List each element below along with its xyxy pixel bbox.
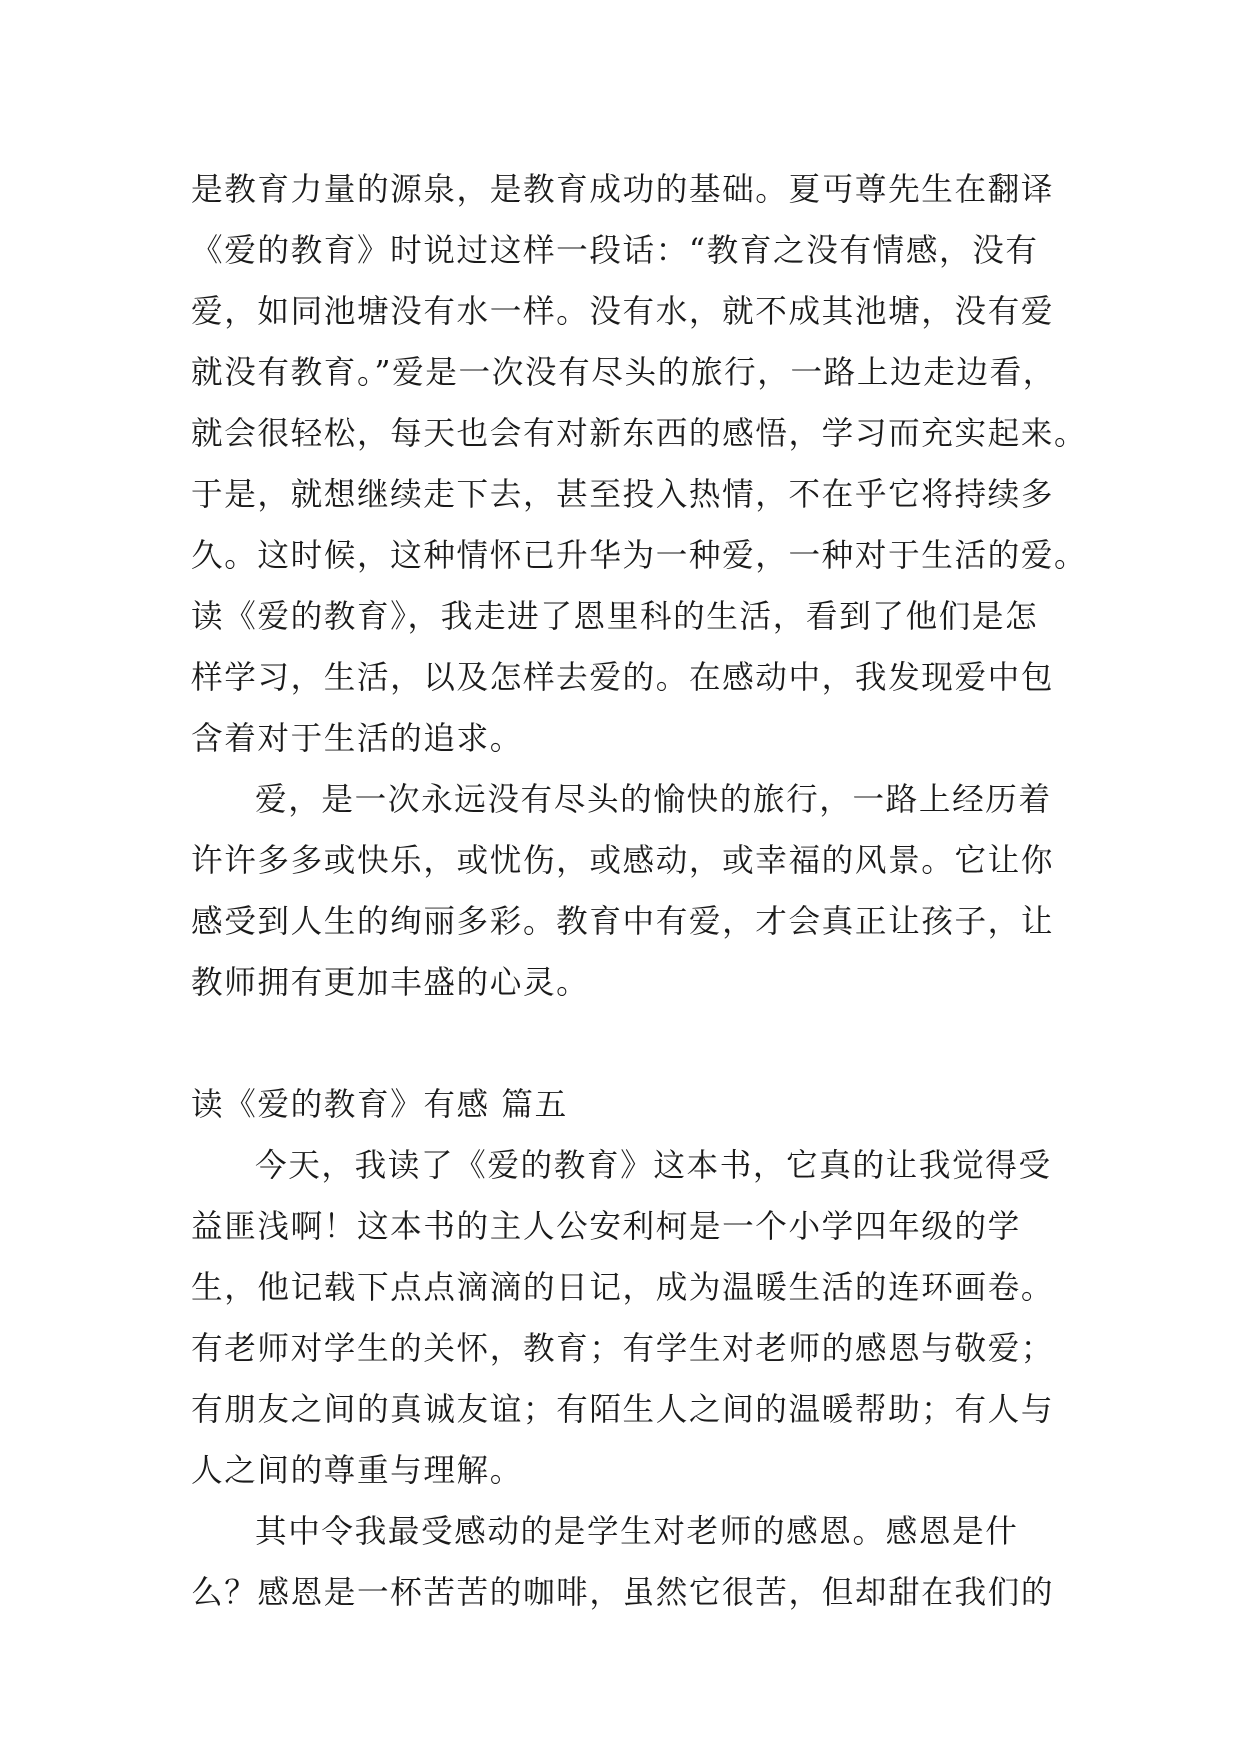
- paragraph-line: 是教育力量的源泉，是教育成功的基础。夏丏尊先生在翻译: [191, 172, 1055, 208]
- paragraph-line: 生，他记载下点点滴滴的日记，成为温暖生活的连环画卷。: [191, 1270, 1055, 1306]
- paragraph-line: 感受到人生的绚丽多彩。教育中有爱，才会真正让孩子，让: [191, 904, 1055, 940]
- paragraph-2: [191, 770, 1055, 1014]
- paragraph-line: 有朋友之间的真诚友谊；有陌生人之间的温暖帮助；有人与: [191, 1392, 1055, 1428]
- paragraph-line: 益匪浅啊！这本书的主人公安利柯是一个小学四年级的学: [191, 1209, 1021, 1245]
- paragraph-line: 久。这时候，这种情怀已升华为一种爱，一种对于生活的爱。: [191, 538, 1088, 574]
- paragraph-line: 就会很轻松，每天也会有对新东西的感悟，学习而充实起来。: [191, 416, 1088, 452]
- paragraph-line: 《爱的教育》时说过这样一段话：“教育之没有情感，没有: [191, 233, 1039, 269]
- paragraph-3: [191, 1136, 1055, 1502]
- section-spacer: [191, 1014, 1051, 1075]
- paragraph-line: 么？感恩是一杯苦苦的咖啡，虽然它很苦，但却甜在我们的: [191, 1575, 1055, 1611]
- paragraph-4: [191, 1502, 1055, 1624]
- paragraph-line: 含着对于生活的追求。: [191, 721, 523, 757]
- paragraph-line: 人之间的尊重与理解。: [191, 1453, 523, 1489]
- paragraph-line: 爱，如同池塘没有水一样。没有水，就不成其池塘，没有爱: [191, 294, 1055, 330]
- paragraph-line: 读《爱的教育》，我走进了恩里科的生活，看到了他们是怎: [191, 599, 1039, 635]
- paragraph-line: 就没有教育。”爱是一次没有尽头的旅行，一路上边走边看，: [191, 355, 1056, 391]
- paragraph-line: 爱，是一次永远没有尽头的愉快的旅行，一路上经历着: [255, 782, 1052, 818]
- paragraph-1: [191, 160, 1088, 770]
- paragraph-line: 样学习，生活，以及怎样去爱的。在感动中，我发现爱中包: [191, 660, 1055, 696]
- paragraph-line: 其中令我最受感动的是学生对老师的感恩。感恩是什: [255, 1514, 1019, 1550]
- paragraph-line: 于是，就想继续走下去，甚至投入热情，不在乎它将持续多: [191, 477, 1055, 513]
- paragraph-line: 教师拥有更加丰盛的心灵。: [191, 965, 590, 1001]
- paragraph-line: 许许多多或快乐，或忧伤，或感动，或幸福的风景。它让你: [191, 843, 1055, 879]
- paragraph-line: 有老师对学生的关怀，教育；有学生对老师的感恩与敬爱；: [191, 1331, 1055, 1367]
- document-body: [191, 160, 1088, 1624]
- section-heading: 读《爱的教育》有感 篇五: [191, 1087, 568, 1123]
- paragraph-line: 今天，我读了《爱的教育》这本书，它真的让我觉得受: [255, 1148, 1052, 1184]
